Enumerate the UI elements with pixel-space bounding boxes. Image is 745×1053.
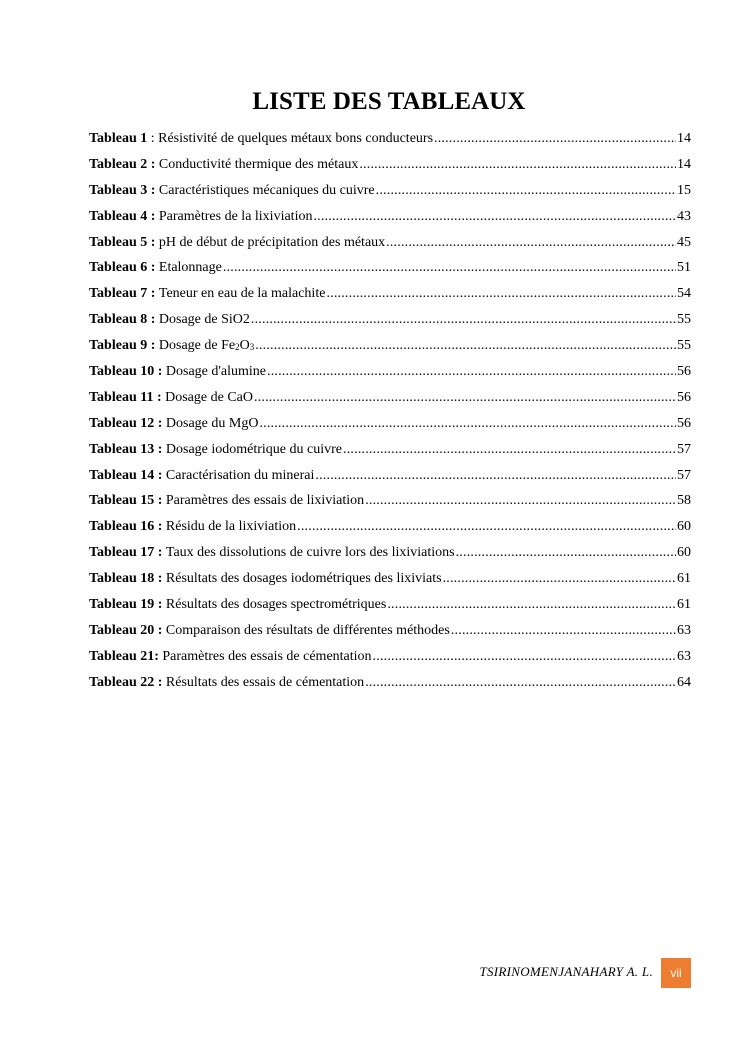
entry-label: Tableau 9 : (89, 338, 156, 354)
entry-title: Taux des dissolutions de cuivre lors des lixiviations (165, 545, 455, 561)
entry-page: 58 (677, 493, 691, 509)
entry-title: Teneur en eau de la malachite (158, 286, 326, 302)
dot-leader (456, 544, 676, 562)
dot-leader (223, 259, 676, 277)
list-item[interactable] (89, 467, 691, 493)
entry-title: Résultats des dosages spectrométriques (165, 597, 387, 613)
entry-title: Résultats des essais de cémentation (165, 674, 365, 690)
list-item[interactable] (89, 492, 691, 518)
entry-page: 60 (677, 519, 691, 535)
entry-page: 61 (677, 571, 691, 587)
formula-text: Dosage de Fe (158, 338, 236, 354)
entry-title: Comparaison des résultats de différentes méthodes (165, 622, 450, 638)
entry-separator: : (147, 131, 159, 146)
entry-label: Tableau 8 : (89, 312, 156, 328)
entry-page: 57 (677, 467, 691, 483)
entry-title: Dosage d'alumine (165, 364, 266, 380)
entry-page: 64 (677, 674, 691, 690)
entry-page: 43 (677, 208, 691, 224)
list-item[interactable] (89, 234, 691, 260)
list-item[interactable] (89, 570, 691, 596)
entry-label: Tableau 10 : (89, 364, 163, 380)
entry-title (159, 337, 254, 355)
entry-label: Tableau 7 : (89, 286, 156, 302)
entry-label: Tableau 11 : (89, 389, 162, 405)
entry-label: Tableau 14 : (89, 467, 163, 483)
list-item[interactable] (89, 182, 691, 208)
dot-leader (386, 234, 676, 252)
entry-label: Tableau 1 (89, 131, 148, 146)
list-item[interactable] (89, 622, 691, 648)
list-item[interactable] (89, 259, 691, 285)
entry-title: Paramètres des essais de cémentation (162, 648, 372, 664)
dot-leader (376, 182, 676, 200)
dot-leader (359, 156, 676, 174)
list-item[interactable] (89, 441, 691, 467)
list-item[interactable] (89, 596, 691, 622)
entry-page: 55 (677, 338, 691, 354)
list-item[interactable] (89, 415, 691, 441)
entry-label: Tableau 22 : (89, 674, 163, 690)
entry-title: Etalonnage (158, 260, 222, 276)
dot-leader (259, 415, 676, 433)
entry-title: Dosage de CaO (165, 389, 253, 405)
entry-title: Résultats des dosages iodométriques des lixiviats (165, 571, 442, 587)
dot-leader (365, 492, 676, 510)
dot-leader (387, 596, 676, 614)
entry-label: Tableau 17 : (89, 545, 163, 561)
footer-author: TSIRINOMENJANAHARY A. L. (479, 964, 653, 979)
list-item[interactable] (89, 337, 691, 363)
entry-title: pH de début de précipitation des métaux (158, 234, 386, 250)
list-item[interactable] (89, 363, 691, 389)
dot-leader (255, 337, 676, 355)
page-number-badge: vii (661, 958, 691, 988)
entry-title: Conductivité thermique des métaux (158, 156, 359, 172)
entry-label: Tableau 5 : (89, 234, 156, 250)
entry-page: 56 (677, 364, 691, 380)
list-item[interactable] (89, 389, 691, 415)
entry-page: 61 (677, 597, 691, 613)
entry-label: Tableau 21: (89, 648, 159, 664)
dot-leader (373, 648, 676, 666)
entry-title: Dosage iodométrique du cuivre (165, 441, 343, 457)
entry-label: Tableau 19 : (89, 597, 163, 613)
entry-title: Dosage du MgO (165, 415, 259, 431)
dot-leader (254, 389, 676, 407)
entry-label: Tableau 15 : (89, 493, 163, 509)
dot-leader (451, 622, 676, 640)
entry-page: 14 (677, 131, 691, 146)
entry-title: Dosage de SiO2 (158, 312, 250, 328)
list-item[interactable] (89, 518, 691, 544)
dot-leader (434, 130, 676, 148)
list-item[interactable] (89, 648, 691, 674)
entry-label: Tableau 13 : (89, 441, 163, 457)
entry-label: Tableau 3 : (89, 182, 156, 198)
dot-leader (326, 285, 676, 303)
list-item[interactable] (89, 544, 691, 570)
formula-element: O (239, 338, 250, 354)
entry-page: 15 (677, 182, 691, 198)
dot-leader (365, 674, 676, 692)
entry-page: 57 (677, 441, 691, 457)
entry-title: Paramètres des essais de lixiviation (165, 493, 365, 509)
dot-leader (267, 363, 676, 381)
list-item[interactable] (89, 674, 691, 700)
dot-leader (443, 570, 676, 588)
entry-label: Tableau 12 : (89, 415, 163, 431)
entry-title: Résidu de la lixiviation (165, 519, 297, 535)
entry-page: 45 (677, 234, 691, 250)
list-item[interactable] (89, 130, 691, 156)
entry-page: 63 (677, 648, 691, 664)
dot-leader (343, 441, 676, 459)
list-item[interactable] (89, 285, 691, 311)
entry-page: 56 (677, 389, 691, 405)
entry-label: Tableau 2 : (89, 156, 156, 172)
dot-leader (297, 518, 676, 536)
entry-page: 63 (677, 622, 691, 638)
entry-page: 55 (677, 312, 691, 328)
entry-title: Caractérisation du minerai (165, 467, 315, 483)
list-item[interactable] (89, 208, 691, 234)
entry-page: 51 (677, 260, 691, 276)
entry-page: 56 (677, 415, 691, 431)
entry-title: Caractéristiques mécaniques du cuivre (158, 182, 375, 198)
list-item[interactable] (89, 311, 691, 337)
entry-title: Résistivité de quelques métaux bons conducteurs (158, 131, 434, 146)
entry-page: 54 (677, 286, 691, 302)
formula-subscript: 2 (235, 342, 240, 353)
dot-leader (315, 467, 676, 485)
entry-label: Tableau 4 : (89, 208, 156, 224)
entry-page: 60 (677, 545, 691, 561)
entry-label: Tableau 18 : (89, 571, 163, 587)
entry-page: 14 (677, 156, 691, 172)
table-list (89, 130, 691, 700)
entry-title: Paramètres de la lixiviation (158, 208, 313, 224)
dot-leader (313, 208, 676, 226)
formula-subscript: 3 (249, 342, 255, 353)
list-item[interactable] (89, 156, 691, 182)
entry-label: Tableau 20 : (89, 622, 163, 638)
entry-label: Tableau 6 : (89, 260, 156, 276)
page-title: LISTE DES TABLEAUX (252, 88, 526, 115)
dot-leader (251, 311, 676, 329)
entry-label: Tableau 16 : (89, 519, 163, 535)
